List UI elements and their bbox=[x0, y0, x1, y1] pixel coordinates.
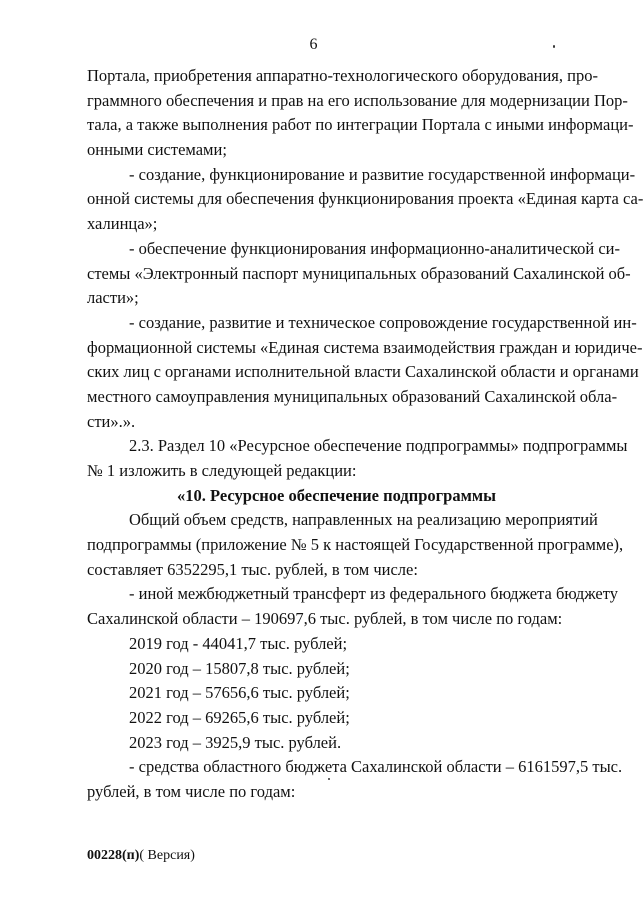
text-line: - обеспечение функционирования информационно-аналитической си- bbox=[129, 238, 620, 258]
text-line: местного самоуправления муниципальных образований Сахалинской обла- bbox=[87, 386, 618, 406]
text-line: - создание, развитие и техническое сопровождение государственной ин- bbox=[129, 312, 637, 332]
text-line: Сахалинской области – 190697,6 тыс. рублей, в том числе по годам: bbox=[87, 609, 563, 629]
text-line: 2019 год - 44041,7 тыс. рублей; bbox=[129, 633, 348, 653]
document-footer bbox=[87, 848, 195, 864]
text-line: сти».». bbox=[87, 411, 136, 431]
text-line: Портала, приобретения аппаратно-технологического оборудования, про- bbox=[87, 66, 598, 85]
text-line: 2020 год – 15807,8 тыс. рублей; bbox=[129, 658, 350, 678]
text-line: - иной межбюджетный трансферт из федерального бюджета бюджету bbox=[129, 584, 618, 604]
text-line: онными системами; bbox=[87, 140, 227, 160]
text-line: 2021 год – 57656,6 тыс. рублей; bbox=[129, 683, 350, 703]
text-line: ласти»; bbox=[87, 288, 139, 308]
text-line: тала, а также выполнения работ по интеграции Портала с иными информаци- bbox=[87, 115, 634, 135]
text-line: подпрограммы (приложение № 5 к настоящей Государственной программе), bbox=[87, 535, 624, 555]
text-line: граммного обеспечения и прав на его использование для модернизации Пор- bbox=[87, 90, 628, 110]
scan-speck bbox=[553, 45, 555, 48]
text-line: - создание, функционирование и развитие государственной информаци- bbox=[129, 164, 636, 184]
text-line: № 1 изложить в следующей редакции: bbox=[87, 461, 357, 480]
text-line: халинца»; bbox=[87, 214, 158, 234]
text-line: 2.3. Раздел 10 «Ресурсное обеспечение подпрограммы» подпрограммы bbox=[129, 436, 628, 456]
text-line: составляет 6352295,1 тыс. рублей, в том числе: bbox=[87, 559, 418, 579]
text-line: стемы «Электронный паспорт муниципальных образований Сахалинской об- bbox=[87, 263, 631, 283]
section-heading: «10. Ресурсное обеспечение подпрограммы bbox=[177, 485, 496, 505]
text-line: 2023 год – 3925,9 тыс. рублей. bbox=[129, 732, 342, 752]
text-line: Общий объем средств, направленных на реализацию мероприятий bbox=[129, 510, 598, 530]
document-body bbox=[87, 64, 643, 805]
text-line: онной системы для обеспечения функционирования проекта «Единая карта са- bbox=[87, 189, 643, 209]
version-label: ( Версия) bbox=[139, 848, 195, 863]
text-line: - средства областного бюджета Сахалинской области – 6161597,5 тыс. bbox=[129, 757, 623, 777]
text-line: формационной системы «Единая система взаимодействия граждан и юридиче- bbox=[87, 337, 643, 357]
page-number: 6 bbox=[309, 36, 318, 53]
text-line: ских лиц с органами исполнительной власти Сахалинской области и органами bbox=[87, 362, 639, 382]
document-code: 00228(п) bbox=[87, 848, 140, 863]
text-line: рублей, в том числе по годам: bbox=[87, 781, 296, 801]
text-line: 2022 год – 69265,6 тыс. рублей; bbox=[129, 707, 350, 727]
